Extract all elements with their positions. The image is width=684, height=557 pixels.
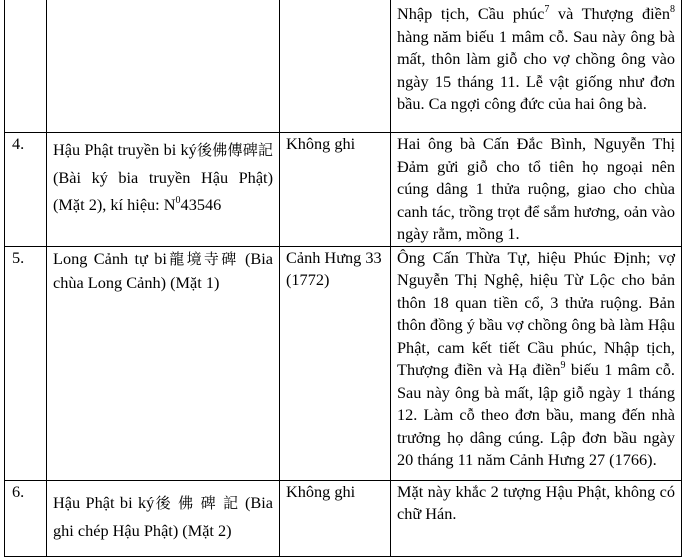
row-number-cell: 5. [5,246,47,480]
title-text: (Bia chùa Long Cảnh) (Mặt 1) [53,248,273,292]
row-number-cell: 6. [5,480,47,556]
row-number-cell [5,0,47,133]
footnote-ref: 8 [670,3,675,15]
title-cell [47,480,280,556]
table-row [5,133,682,247]
table-row [5,0,682,133]
title-text: Hậu Phật bi ký [53,492,155,512]
superscript: 0 [175,194,181,206]
han-characters: 龍境寺碑 [166,249,239,268]
content-cell [391,246,682,480]
title-cell [47,133,280,247]
row-number-cell: 4. [5,133,47,247]
title-text: (Bài ký bia truyền Hậu Phật) (Mặt 2), kí hiệu: N [53,168,273,214]
date-cell: Không ghi [280,480,391,556]
han-characters: 後 佛 碑 記 [154,493,240,512]
content-text: và Thượng điền [549,4,670,23]
title-text: Long Cảnh tự bi [53,248,167,268]
title-text: Hậu Phật truyền bi ký [53,140,197,159]
footnote-ref: 7 [544,3,550,15]
content-text: biếu 1 mâm cỗ. Sau này ông bà mất, lập giỗ ngày 1 tháng 12. Làm cỗ theo đơn bầu, mang đến nhà trưởng họ dâng cúng. Lập đơn bầu ngày 20 tháng 11 năm Cảnh Hưng 27 (1766). [397,360,675,469]
content-text: Ông Cấn Thừa Tự, hiệu Phúc Định; vợ Nguyễn Thị Nghệ, hiệu Từ Lộc cho bản thôn 18 quan tiền cổ, 3 thửa ruộng. Bản thôn đồng ý bầu vợ chồng ông bà làm Hậu Phật, cam kết tiết Cầu phúc, Nhập tịch, Thượng điền và Hạ điền [397,247,675,379]
table-row [5,246,682,480]
title-cell [47,246,280,480]
title-text: (Bia ghi chép Hậu Phật) (Mặt 2) [53,492,273,540]
han-characters: 後佛傳碑記 [196,141,273,159]
title-cell [47,0,280,133]
date-cell: Không ghi [280,133,391,247]
inscription-table [4,0,682,557]
content-text: hàng năm biếu 1 mâm cỗ. Sau này ông bà mất, thôn làm giỗ cho vợ chồng ông vào ngày 15 tháng 11. Lễ vật giống như đơn bầu. Ca ngợi công đức của hai ông bà. [397,26,675,113]
date-cell: Cảnh Hưng 33 (1772) [280,246,391,480]
footnote-ref: 9 [560,359,566,371]
content-cell [391,0,682,133]
title-text: 43546 [180,195,222,214]
table-row [5,480,682,556]
content-cell: Hai ông bà Cấn Đắc Bình, Nguyễn Thị Đảm gửi giỗ cho tổ tiên họ ngoại nên cúng dâng 1 thửa ruộng, giao cho chùa canh tác, trồng trọt để sắm hương, oản vào ngày rằm, mồng 1. [391,133,682,247]
content-text: Nhập tịch, Cầu phúc [397,4,545,23]
date-cell [280,0,391,133]
content-cell: Mặt này khắc 2 tượng Hậu Phật, không có chữ Hán. [391,480,682,556]
